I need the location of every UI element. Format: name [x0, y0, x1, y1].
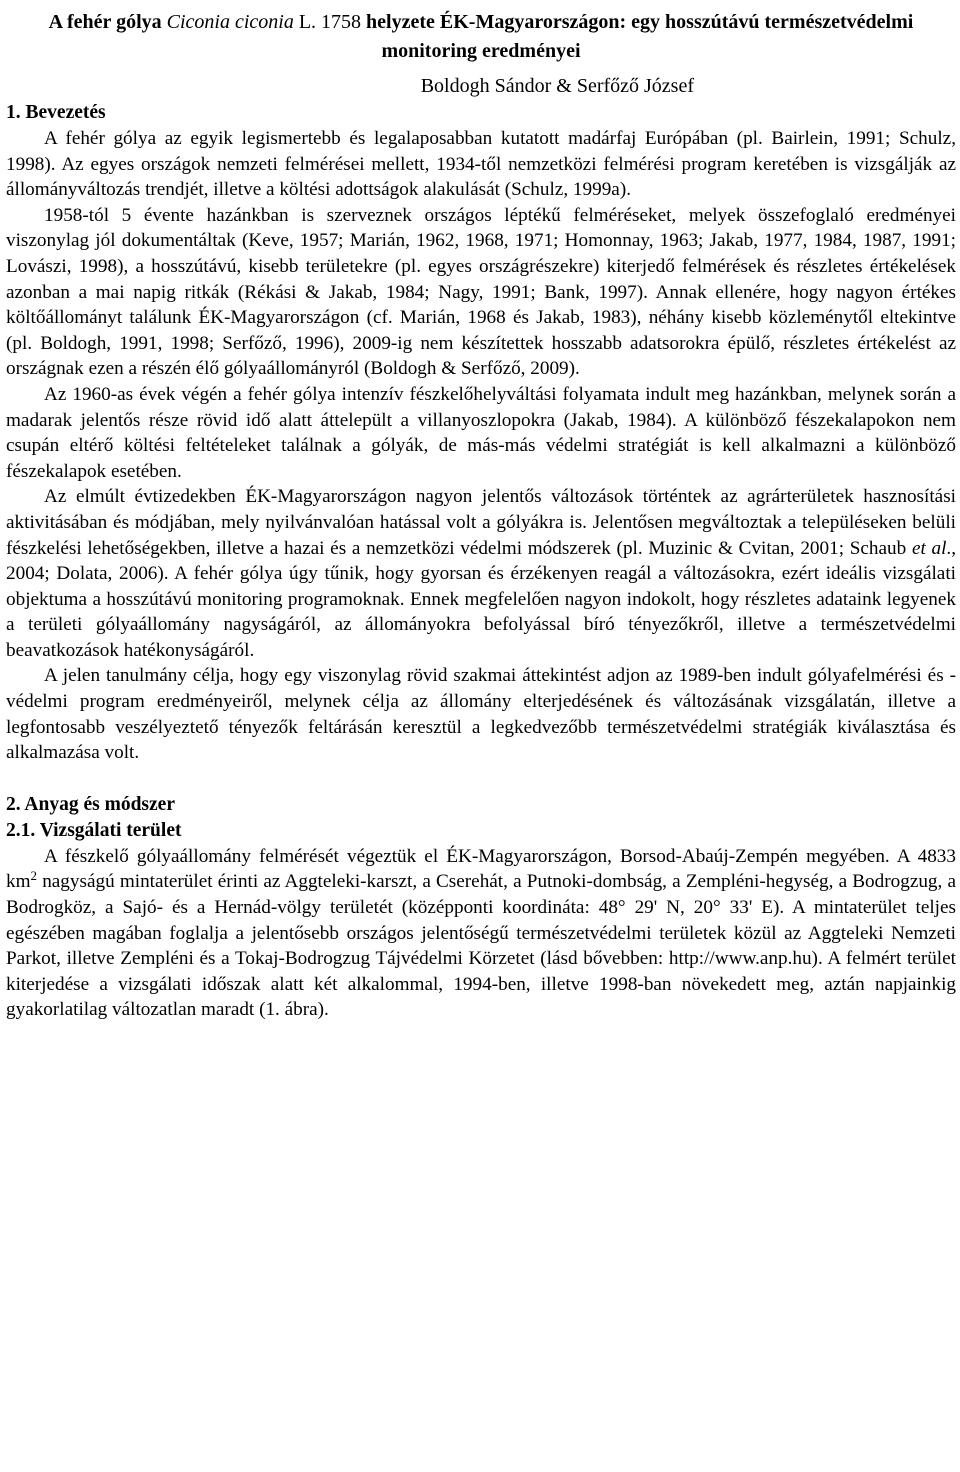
intro-paragraph-2: 1958-tól 5 évente hazánkban is szerveznek országos léptékű felméréseket, melyek összefoglaló eredményei viszonylag jól dokumentáltak (Keve, 1957; Marián, 1962, 1968, 1971; Homonnay, 1963; Jakab, 1977, 1984, 1987, 1991; Lovászi, 1998), a hosszútávú, kisebb területekre (pl. egyes országrészekre) kiterjedő felmérések és részletes értékelések azonban a mai napig ritkák (Rékási & Jakab, 1984; Nagy, 1991; Bank, 1997). Annak ellenére, hogy nagyon értékes költőállományt találunk ÉK-Magyarországon (cf. Marián, 1968 és Jakab, 1983), néhány kisebb közleménytől eltekintve (pl. Boldogh, 1991, 1998; Serfőző, 1996), 2009-ig nem készítettek hosszabb adatsorokra épülő, részletes értékelést az országnak ezen a részén élő gólyaállományról (Boldogh & Serfőző, 2009). [6, 204, 956, 380]
intro-paragraph-5: A jelen tanulmány célja, hogy egy viszonylag rövid szakmai áttekintést adjon az 1989-ben indult gólyafelmérési és -védelmi program eredményeiről, melynek célja az állomány elterjedésének és változásának vizsgálatán, illetve a legfontosabb veszélyeztető tényezők feltárásán keresztül a legkedvezőbb természetvédelmi stratégiák kiválasztása és alkalmazása volt. [6, 665, 956, 764]
paper-authors: Boldogh Sándor & Serfőző József [420, 75, 694, 97]
title-pre: A fehér gólya [48, 11, 162, 33]
area-unit-superscript: 2 [30, 868, 38, 884]
study-area-paragraph [6, 844, 956, 1023]
title-species: Ciconia ciconia [166, 11, 294, 33]
intro-paragraph-1: A fehér gólya az egyik legismertebb és legalaposabban kutatott madárfaj Európában (pl. Bairlein, 1991; Schulz, 1998). Az egyes országok nemzeti felmérései mellett, 1934-től nemzetközi felmérési program keretében is vizsgálják az állományváltozás trendjét, illetve a költési adottságok alakulását (Schulz, 1999a). [6, 128, 956, 201]
paper-title [6, 8, 956, 66]
title-author: L. 1758 [298, 11, 362, 33]
intro-paragraph-4-part-b: ., 2004; Dolata, 2006). A fehér gólya úgy tűnik, hogy gyorsan és érzékenyen reagál a változásokra, ezért ideális vizsgálati objektuma a hosszútávú monitoring programoknak. Ennek megfelelően nagyon indokolt, hogy részletes adataink legyenek a területi gólyaállomány nagyságáról, az állományokra befolyással bíró tényezőkről, illetve a természetvédelmi beavatkozások hatékonyságáról. [6, 537, 957, 661]
intro-paragraph-4 [6, 484, 956, 663]
title-rest: helyzete ÉK-Magyarországon: egy hosszútávú természetvédelmi monitoring eredményei [366, 11, 914, 62]
study-area-part-a: A fészkelő gólyaállomány felmérését végeztük el ÉK-Magyarországon, Borsod-Abaúj-Zempén megyében. A 4833 km [6, 845, 956, 893]
section-heading-introduction: 1. Bevezetés [6, 102, 106, 123]
study-area-part-b: nagyságú mintaterület érinti az Aggteleki-karszt, a Cserehát, a Putnoki-dombság, a Zempléni-hegység, a Bodrogzug, a Bodrogköz, a Sajó- és a Hernád-völgy területét (középponti koordináta: 48° 29' N, 20° 33' E). A mintaterület teljes egészében magában foglalja a jelentősebb országos jelentőségű természetvédelmi területek közül az Aggteleki Nemzeti Parkot, illetve Zempléni és a Tokaj-Bodrogzug Tájvédelmi Körzetet (lásd bővebben: http://www.anp.hu). A felmért terület kiterjedése a vizsgálati időszak alatt két alkalommal, 1994-ben, illetve 1998-ban növekedett meg, aztán napjainkig gyakorlatilag változatlan maradt (1. ábra). [6, 871, 956, 1021]
subsection-heading-study-area: 2.1. Vizsgálati terület [6, 819, 182, 841]
et-al-italic: et al [911, 537, 947, 559]
intro-paragraph-3: Az 1960-as évek végén a fehér gólya intenzív fészkelőhelyváltási folyamata indult meg hazánkban, melynek során a madarak jelentős része rövid idő alatt áttelepült a villanyoszlopokra (Jakab, 1984). A különböző fészekalapokon nem csupán eltérő költési feltételeket találnak a gólyák, de más-más védelmi stratégiát is kell alkalmazni a különböző fészekalapok esetében. [6, 383, 956, 482]
section-heading-methods: 2. Anyag és módszer [6, 793, 175, 815]
intro-paragraph-4-part-a: Az elmúlt évtizedekben ÉK-Magyarországon nagyon jelentős változások történtek az agrárterületek hasznosítási aktivitásában és módjában, mely nyilvánvalóan hatással volt a gólyákra is. Jelentősen megváltoztak a településeken belüli fészkelési lehetőségekben, illetve a hazai és a nemzetközi védelmi módszerek (pl. Muzinic & Cvitan, 2001; Schaub [6, 486, 956, 559]
